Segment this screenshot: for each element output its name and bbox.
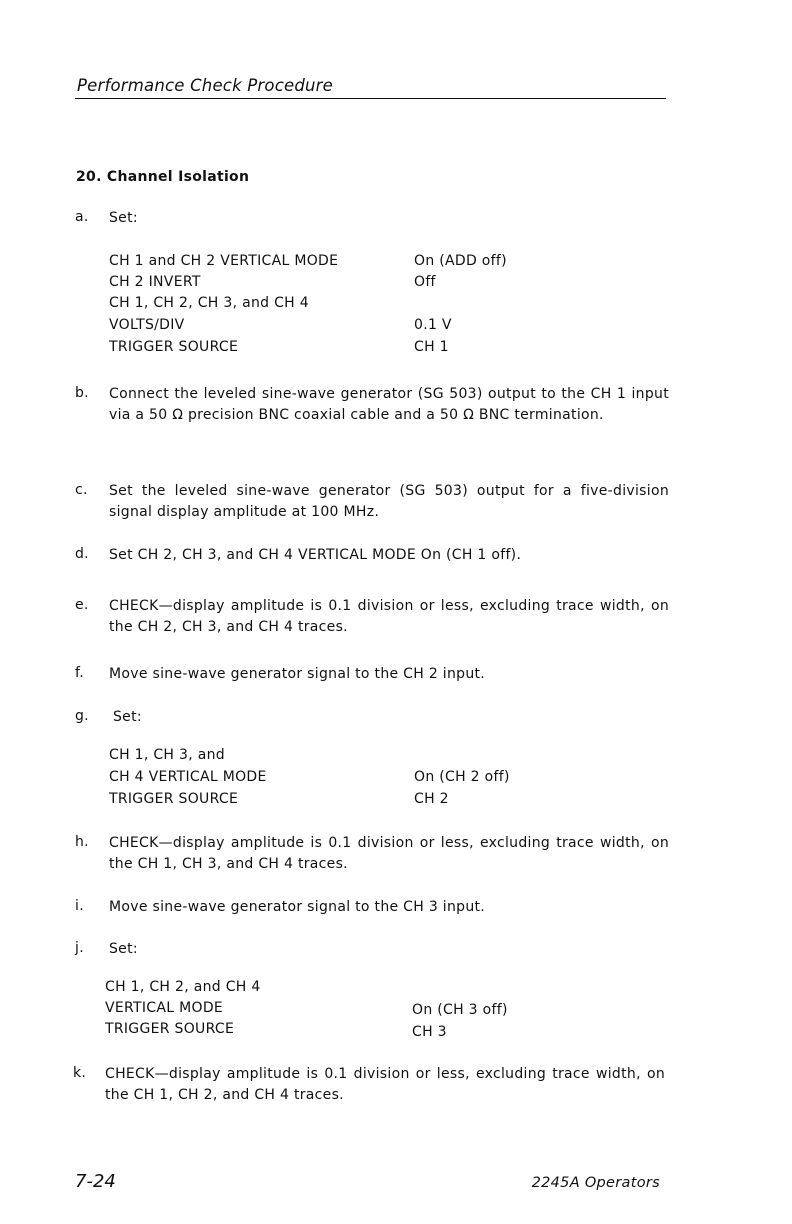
step-g-letter: g. [75, 708, 89, 724]
step-h-letter: h. [75, 834, 89, 850]
step-c-letter: c. [75, 482, 88, 498]
step-j-setting-control: TRIGGER SOURCE [105, 1021, 235, 1037]
step-g-setting-value: On (CH 2 off) [414, 769, 510, 785]
header-rule [75, 98, 666, 99]
step-a-setting-value: 0.1 V [414, 317, 452, 333]
step-j-setting-control: CH 1, CH 2, and CH 4 [105, 979, 261, 995]
step-a-setting-value: Off [414, 274, 436, 290]
step-j-setting-value: On (CH 3 off) [412, 1002, 508, 1018]
step-k-letter: k. [73, 1065, 87, 1081]
step-g-setting-value: CH 2 [414, 791, 449, 807]
step-f-letter: f. [75, 665, 84, 681]
step-j-setting-value: CH 3 [412, 1024, 447, 1040]
step-a-setting-control: VOLTS/DIV [109, 317, 185, 333]
page-number: 7-24 [75, 1171, 116, 1192]
step-a-setting-value: On (ADD off) [414, 253, 507, 269]
step-c-text: Set the leveled sine-wave generator (SG 503) output for a five-division signal display amplitude at 100 MHz. [109, 483, 669, 520]
step-a-setting-control: CH 2 INVERT [109, 274, 201, 290]
step-g-setting-control: CH 4 VERTICAL MODE [109, 769, 267, 785]
step-k-text: CHECK—display amplitude is 0.1 division or less, excluding trace width, on the CH 1, CH 2, and CH 4 traces. [105, 1066, 665, 1103]
step-j-text: Set: [109, 941, 138, 957]
step-g-setting-control: CH 1, CH 3, and [109, 747, 225, 763]
step-g-text: Set: [113, 709, 142, 725]
step-i-text: Move sine-wave generator signal to the CH 3 input. [109, 899, 486, 915]
step-f-text: Move sine-wave generator signal to the CH 2 input. [109, 666, 486, 682]
step-a-setting-value: CH 1 [414, 339, 449, 355]
step-b-letter: b. [75, 385, 89, 401]
step-a-setting-control: CH 1, CH 2, CH 3, and CH 4 [109, 295, 309, 311]
running-header: Performance Check Procedure [77, 76, 334, 95]
step-h-text: CHECK—display amplitude is 0.1 division or less, excluding trace width, on the CH 1, CH 3, and CH 4 traces. [109, 835, 669, 872]
step-d-letter: d. [75, 546, 89, 562]
section-title: 20. Channel Isolation [76, 169, 250, 185]
step-g-setting-control: TRIGGER SOURCE [109, 791, 239, 807]
step-b-text: Connect the leveled sine-wave generator (SG 503) output to the CH 1 input via a 50 Ω precision BNC coaxial cable and a 50 Ω BNC termination. [109, 386, 669, 423]
step-a-setting-control: CH 1 and CH 2 VERTICAL MODE [109, 253, 339, 269]
step-j-letter: j. [75, 940, 84, 956]
step-d-text: Set CH 2, CH 3, and CH 4 VERTICAL MODE On (CH 1 off). [109, 547, 522, 563]
step-a-letter: a. [75, 209, 89, 225]
step-e-text: CHECK—display amplitude is 0.1 division or less, excluding trace width, on the CH 2, CH 3, and CH 4 traces. [109, 598, 669, 635]
step-a-setting-control: TRIGGER SOURCE [109, 339, 239, 355]
step-j-setting-control: VERTICAL MODE [105, 1000, 224, 1016]
manual-title: 2245A Operators [531, 1175, 660, 1191]
step-e-letter: e. [75, 597, 89, 613]
step-a-text: Set: [109, 210, 138, 226]
step-i-letter: i. [75, 898, 84, 914]
